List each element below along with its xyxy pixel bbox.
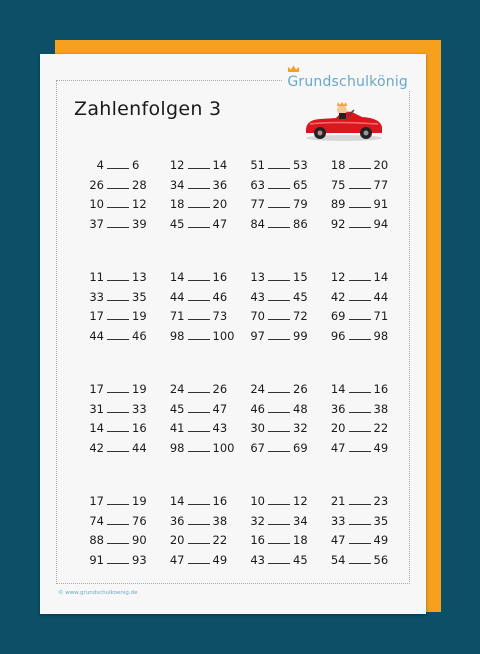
answer-blank[interactable] — [188, 178, 210, 189]
start-number: 20 — [169, 533, 185, 547]
exercise-item — [161, 217, 242, 237]
answer-blank[interactable] — [107, 514, 129, 525]
start-number: 20 — [330, 421, 346, 435]
end-number: 6 — [132, 158, 140, 172]
exercise-item — [241, 441, 322, 461]
exercise-item — [80, 494, 161, 514]
answer-blank[interactable] — [349, 158, 371, 169]
exercise-item — [80, 329, 161, 349]
answer-blank[interactable] — [107, 421, 129, 432]
exercise-item — [241, 217, 322, 237]
exercise-item — [322, 178, 403, 198]
exercise-item — [161, 329, 242, 349]
answer-blank[interactable] — [188, 421, 210, 432]
answer-blank[interactable] — [188, 290, 210, 301]
end-number: 69 — [293, 440, 308, 455]
end-number: 44 — [132, 440, 147, 455]
answer-blank[interactable] — [349, 553, 371, 564]
end-number: 38 — [373, 401, 389, 416]
exercise-item — [322, 533, 403, 553]
answer-blank[interactable] — [349, 514, 371, 525]
answer-blank[interactable] — [188, 309, 210, 320]
exercise-item — [241, 553, 322, 573]
brand-logo — [283, 74, 412, 90]
start-number: 14 — [330, 382, 346, 396]
answer-blank[interactable] — [188, 494, 210, 505]
end-number: 19 — [132, 309, 147, 323]
end-number: 16 — [212, 270, 228, 284]
start-number: 70 — [250, 309, 265, 323]
answer-blank[interactable] — [107, 309, 129, 320]
exercise-row — [80, 270, 402, 290]
answer-blank[interactable] — [268, 158, 290, 169]
end-number: 44 — [373, 289, 389, 304]
answer-blank[interactable] — [349, 270, 371, 281]
exercise-item — [322, 290, 403, 310]
start-number: 26 — [89, 177, 104, 192]
start-number: 71 — [169, 309, 185, 323]
answer-blank[interactable] — [268, 217, 290, 228]
exercise-item — [80, 441, 161, 461]
exercise-item — [161, 421, 242, 441]
end-number: 22 — [373, 421, 389, 435]
start-number: 46 — [250, 401, 265, 416]
exercise-item — [80, 309, 161, 329]
end-number: 46 — [212, 289, 228, 304]
exercise-item — [161, 494, 242, 514]
exercise-row — [80, 290, 402, 310]
end-number: 13 — [132, 270, 147, 284]
exercise-item — [241, 402, 322, 422]
end-number: 33 — [132, 401, 147, 416]
start-number: 97 — [250, 328, 265, 343]
start-number: 54 — [330, 552, 346, 567]
answer-blank[interactable] — [188, 514, 210, 525]
exercise-row — [80, 514, 402, 534]
exercise-item — [322, 197, 403, 217]
answer-blank[interactable] — [107, 533, 129, 544]
exercise-item — [241, 494, 322, 514]
start-number: 17 — [89, 382, 104, 396]
exercise-item — [80, 290, 161, 310]
answer-blank[interactable] — [188, 402, 210, 413]
end-number: 28 — [132, 177, 147, 192]
start-number: 16 — [250, 533, 265, 547]
exercise-item — [80, 217, 161, 237]
answer-blank[interactable] — [268, 533, 290, 544]
exercise-item — [161, 533, 242, 553]
start-number: 10 — [89, 197, 104, 211]
answer-blank[interactable] — [349, 441, 371, 452]
exercise-item — [80, 270, 161, 290]
start-number: 42 — [330, 289, 346, 304]
start-number: 45 — [169, 216, 185, 231]
start-number: 18 — [169, 197, 185, 211]
end-number: 56 — [373, 552, 389, 567]
answer-blank[interactable] — [268, 421, 290, 432]
start-number: 67 — [250, 440, 265, 455]
exercise-row — [80, 158, 402, 178]
start-number: 4 — [96, 158, 104, 172]
start-number: 84 — [250, 216, 265, 231]
start-number: 36 — [330, 401, 346, 416]
end-number: 47 — [212, 216, 228, 231]
end-number: 14 — [373, 270, 389, 284]
end-number: 100 — [212, 440, 235, 455]
answer-blank[interactable] — [268, 382, 290, 393]
exercise-item — [161, 382, 242, 402]
end-number: 39 — [132, 216, 147, 231]
end-number: 16 — [373, 382, 389, 396]
end-number: 79 — [293, 197, 308, 211]
answer-blank[interactable] — [349, 197, 371, 208]
exercise-item — [322, 270, 403, 290]
crown-icon — [287, 65, 300, 73]
end-number: 26 — [212, 382, 228, 396]
start-number: 44 — [169, 289, 185, 304]
answer-blank[interactable] — [188, 533, 210, 544]
answer-blank[interactable] — [349, 290, 371, 301]
answer-blank[interactable] — [107, 402, 129, 413]
exercise-item — [80, 197, 161, 217]
answer-blank[interactable] — [349, 402, 371, 413]
exercise-item — [322, 329, 403, 349]
answer-blank[interactable] — [188, 382, 210, 393]
answer-blank[interactable] — [268, 309, 290, 320]
answer-blank[interactable] — [349, 329, 371, 340]
end-number: 49 — [373, 533, 389, 547]
red-car-king-illustration — [302, 102, 386, 142]
exercise-row — [80, 178, 402, 198]
exercise-item — [241, 197, 322, 217]
answer-blank[interactable] — [268, 494, 290, 505]
answer-blank[interactable] — [268, 270, 290, 281]
exercise-item — [80, 421, 161, 441]
answer-blank[interactable] — [107, 441, 129, 452]
exercise-item — [241, 533, 322, 553]
start-number: 33 — [330, 513, 346, 528]
exercise-row — [80, 309, 402, 329]
end-number: 98 — [373, 328, 389, 343]
exercise-item — [161, 402, 242, 422]
end-number: 100 — [212, 328, 235, 343]
answer-blank[interactable] — [349, 421, 371, 432]
exercise-item — [80, 158, 161, 178]
answer-blank[interactable] — [107, 553, 129, 564]
end-number: 23 — [373, 494, 389, 508]
start-number: 33 — [89, 289, 104, 304]
end-number: 91 — [373, 197, 389, 211]
end-number: 35 — [132, 289, 147, 304]
answer-blank[interactable] — [268, 441, 290, 452]
start-number: 24 — [169, 382, 185, 396]
end-number: 15 — [293, 270, 308, 284]
start-number: 96 — [330, 328, 346, 343]
start-number: 75 — [330, 177, 346, 192]
start-number: 88 — [89, 533, 104, 547]
end-number: 49 — [373, 440, 389, 455]
exercise-item — [322, 421, 403, 441]
start-number: 91 — [89, 552, 104, 567]
end-number: 16 — [212, 494, 228, 508]
answer-blank[interactable] — [188, 270, 210, 281]
answer-blank[interactable] — [107, 290, 129, 301]
logo-text: Grundschulkönig — [287, 74, 408, 90]
end-number: 77 — [373, 177, 389, 192]
start-number: 74 — [89, 513, 104, 528]
start-number: 34 — [169, 177, 185, 192]
answer-blank[interactable] — [268, 290, 290, 301]
start-number: 47 — [330, 533, 346, 547]
end-number: 45 — [293, 552, 308, 567]
end-number: 32 — [293, 421, 308, 435]
end-number: 20 — [212, 197, 228, 211]
end-number: 49 — [212, 552, 228, 567]
exercise-item — [322, 494, 403, 514]
end-number: 94 — [373, 216, 389, 231]
answer-blank[interactable] — [107, 197, 129, 208]
exercise-item — [241, 309, 322, 329]
exercise-item — [322, 441, 403, 461]
end-number: 73 — [212, 309, 228, 323]
end-number: 18 — [293, 533, 308, 547]
start-number: 43 — [250, 289, 265, 304]
end-number: 12 — [293, 494, 308, 508]
start-number: 17 — [89, 494, 104, 508]
end-number: 19 — [132, 494, 147, 508]
exercise-item — [161, 158, 242, 178]
start-number: 13 — [250, 270, 265, 284]
exercise-item — [161, 178, 242, 198]
answer-blank[interactable] — [107, 270, 129, 281]
answer-blank[interactable] — [188, 217, 210, 228]
start-number: 17 — [89, 309, 104, 323]
exercise-item — [80, 178, 161, 198]
start-number: 32 — [250, 513, 265, 528]
end-number: 90 — [132, 533, 147, 547]
end-number: 26 — [293, 382, 308, 396]
exercise-row — [80, 494, 402, 514]
answer-blank[interactable] — [268, 178, 290, 189]
end-number: 14 — [212, 158, 228, 172]
start-number: 89 — [330, 197, 346, 211]
answer-blank[interactable] — [349, 382, 371, 393]
start-number: 47 — [330, 440, 346, 455]
start-number: 41 — [169, 421, 185, 435]
exercise-item — [80, 382, 161, 402]
start-number: 21 — [330, 494, 346, 508]
exercise-item — [161, 514, 242, 534]
end-number: 86 — [293, 216, 308, 231]
exercise-row — [80, 533, 402, 553]
start-number: 10 — [250, 494, 265, 508]
exercise-item — [161, 290, 242, 310]
end-number: 16 — [132, 421, 147, 435]
end-number: 48 — [293, 401, 308, 416]
end-number: 65 — [293, 177, 308, 192]
answer-blank[interactable] — [268, 197, 290, 208]
exercise-item — [80, 533, 161, 553]
end-number: 22 — [212, 533, 228, 547]
exercise-row — [80, 217, 402, 237]
answer-blank[interactable] — [107, 217, 129, 228]
worksheet-title: Zahlenfolgen 3 — [74, 98, 222, 120]
exercise-item — [241, 382, 322, 402]
exercise-item — [322, 217, 403, 237]
exercise-item — [161, 270, 242, 290]
start-number: 51 — [250, 158, 265, 172]
start-number: 43 — [250, 552, 265, 567]
end-number: 12 — [132, 197, 147, 211]
exercise-item — [241, 178, 322, 198]
answer-blank[interactable] — [349, 217, 371, 228]
start-number: 98 — [169, 440, 185, 455]
answer-blank[interactable] — [188, 329, 210, 340]
exercise-row — [80, 421, 402, 441]
answer-blank[interactable] — [107, 158, 129, 169]
answer-blank[interactable] — [188, 197, 210, 208]
answer-blank[interactable] — [107, 494, 129, 505]
end-number: 43 — [212, 421, 228, 435]
start-number: 14 — [169, 494, 185, 508]
exercise-item — [241, 158, 322, 178]
start-number: 42 — [89, 440, 104, 455]
start-number: 12 — [169, 158, 185, 172]
end-number: 19 — [132, 382, 147, 396]
end-number: 36 — [212, 177, 228, 192]
exercise-item — [322, 402, 403, 422]
exercise-item — [322, 382, 403, 402]
start-number: 24 — [250, 382, 265, 396]
exercise-item — [241, 270, 322, 290]
start-number: 77 — [250, 197, 265, 211]
end-number: 53 — [293, 158, 308, 172]
end-number: 76 — [132, 513, 147, 528]
start-number: 98 — [169, 328, 185, 343]
start-number: 14 — [169, 270, 185, 284]
start-number: 18 — [330, 158, 346, 172]
answer-blank[interactable] — [268, 553, 290, 564]
exercise-item — [161, 197, 242, 217]
exercise-item — [161, 441, 242, 461]
start-number: 37 — [89, 216, 104, 231]
end-number: 34 — [293, 513, 308, 528]
worksheet-page — [40, 54, 426, 614]
end-number: 47 — [212, 401, 228, 416]
answer-blank[interactable] — [349, 178, 371, 189]
start-number: 63 — [250, 177, 265, 192]
exercise-row — [80, 197, 402, 217]
exercise-item — [241, 421, 322, 441]
start-number: 36 — [169, 513, 185, 528]
start-number: 31 — [89, 401, 104, 416]
exercise-item — [161, 309, 242, 329]
end-number: 71 — [373, 309, 389, 323]
answer-blank[interactable] — [107, 178, 129, 189]
answer-blank[interactable] — [268, 329, 290, 340]
exercise-item — [241, 329, 322, 349]
exercise-row — [80, 382, 402, 402]
answer-blank[interactable] — [349, 533, 371, 544]
start-number: 11 — [89, 270, 104, 284]
exercise-item — [161, 553, 242, 573]
answer-blank[interactable] — [349, 494, 371, 505]
start-number: 44 — [89, 328, 104, 343]
end-number: 45 — [293, 289, 308, 304]
exercise-item — [322, 158, 403, 178]
end-number: 35 — [373, 513, 389, 528]
start-number: 69 — [330, 309, 346, 323]
exercise-item — [241, 290, 322, 310]
exercise-row — [80, 441, 402, 461]
answer-blank[interactable] — [349, 309, 371, 320]
end-number: 99 — [293, 328, 308, 343]
exercise-item — [80, 553, 161, 573]
exercise-row — [80, 329, 402, 349]
answer-blank[interactable] — [107, 329, 129, 340]
answer-blank[interactable] — [188, 158, 210, 169]
exercise-item — [80, 402, 161, 422]
start-number: 92 — [330, 216, 346, 231]
exercise-row — [80, 402, 402, 422]
end-number: 20 — [373, 158, 389, 172]
start-number: 47 — [169, 552, 185, 567]
footer-url: © www.grundschulkoenig.de — [58, 590, 138, 596]
end-number: 93 — [132, 552, 147, 567]
start-number: 30 — [250, 421, 265, 435]
start-number: 45 — [169, 401, 185, 416]
end-number: 46 — [132, 328, 147, 343]
start-number: 12 — [330, 270, 346, 284]
exercise-item — [322, 514, 403, 534]
end-number: 72 — [293, 309, 308, 323]
end-number: 38 — [212, 513, 228, 528]
exercise-row — [80, 553, 402, 573]
exercise-item — [322, 553, 403, 573]
exercise-item — [80, 514, 161, 534]
start-number: 14 — [89, 421, 104, 435]
answer-blank[interactable] — [107, 382, 129, 393]
answer-blank[interactable] — [188, 553, 210, 564]
answer-blank[interactable] — [188, 441, 210, 452]
answer-blank[interactable] — [268, 514, 290, 525]
exercise-item — [241, 514, 322, 534]
exercise-item — [322, 309, 403, 329]
answer-blank[interactable] — [268, 402, 290, 413]
